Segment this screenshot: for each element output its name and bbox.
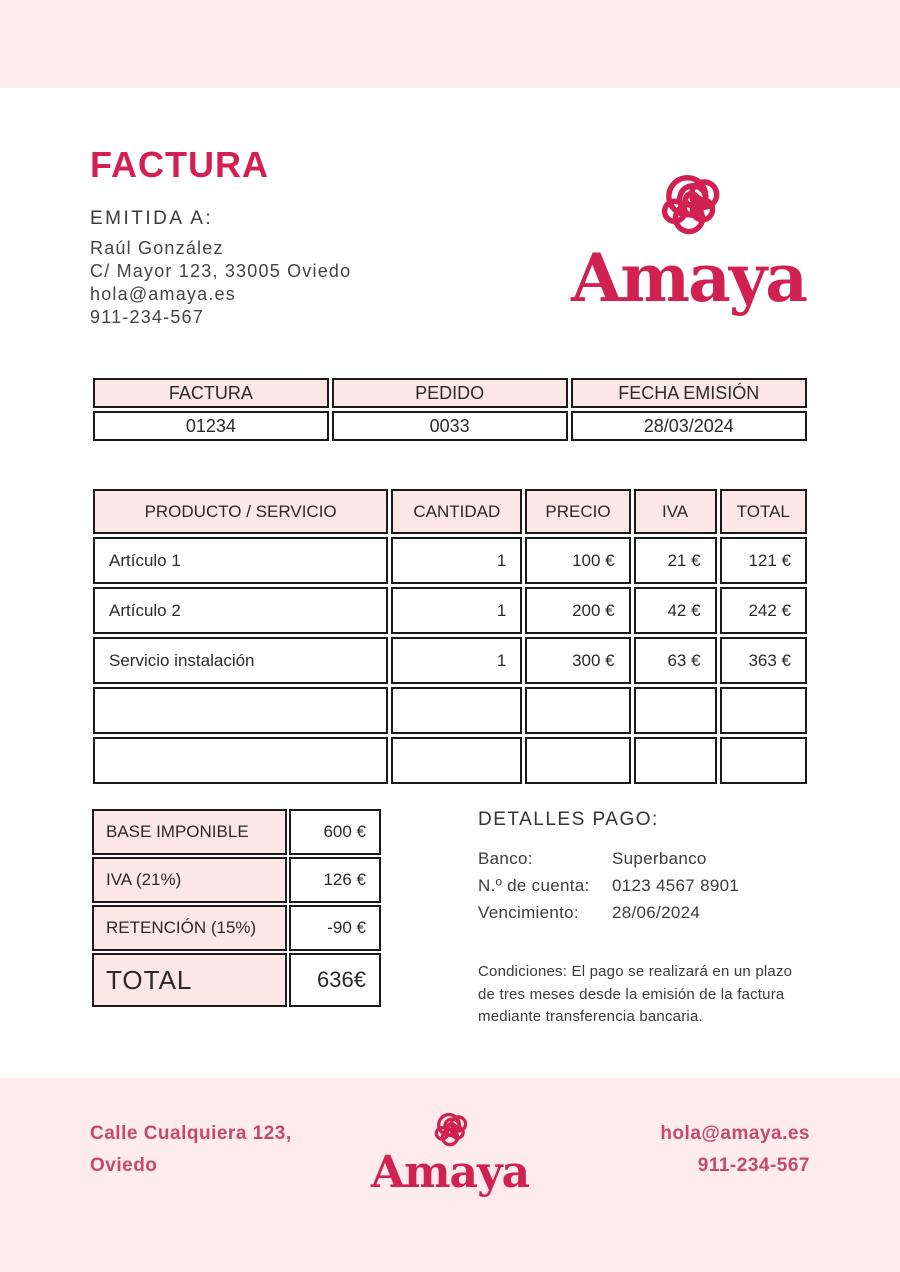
totals-label-retencion: RETENCIÓN (15%) [92,905,287,951]
footer-address [90,1078,320,1272]
item-vat: 21 € [634,537,717,584]
meta-header-factura: FACTURA [93,378,329,408]
totals-table [90,807,383,1009]
items-header-total: TOTAL [720,489,807,534]
meta-value-pedido: 0033 [332,411,568,441]
item-row-empty [93,737,807,784]
item-price: 300 € [525,637,630,684]
totals-row [92,809,381,855]
totals-value-retencion: -90 € [289,905,381,951]
item-vat: 63 € [634,637,717,684]
item-total: 242 € [720,587,807,634]
items-table [90,486,810,787]
payment-label-vencimiento: Vencimiento: [478,903,579,922]
client-name: Raúl González [90,238,224,258]
item-price: 200 € [525,587,630,634]
items-header-producto: PRODUCTO / SERVICIO [93,489,388,534]
brand-logo [571,166,806,329]
item-vat [634,737,717,784]
grand-total-row [92,953,381,1007]
payment-title: DETALLES PAGO: [478,809,659,830]
payment-value-vencimiento: 28/06/2024 [612,903,701,922]
meta-value-fecha: 28/03/2024 [571,411,808,441]
payment-label-cuenta: N.º de cuenta: [478,876,590,895]
item-product: Servicio instalación [93,637,388,684]
item-product: Artículo 2 [93,587,388,634]
totals-label-base: BASE IMPONIBLE [92,809,287,855]
payment-value-banco: Superbanco [612,849,707,868]
meta-value-row [93,411,807,441]
item-price [525,737,630,784]
page-title: FACTURA [90,144,269,185]
footer-email: hola@amaya.es [660,1123,810,1144]
item-row [93,637,807,684]
payment-grid [478,847,810,925]
items-header-iva: IVA [634,489,717,534]
item-row [93,587,807,634]
item-quantity [391,737,522,784]
client-address: C/ Mayor 123, 33005 Oviedo [90,261,352,281]
payment-conditions: Condiciones: El pago se realizará en un plazo de tres meses desde la emisión de la factura mediante transferencia bancaria. [478,963,793,1025]
footer-address-line1: Calle Cualquiera 123, [90,1123,292,1144]
item-total [720,687,807,734]
grand-total-value: 636€ [289,953,381,1007]
footer-phone: 911-234-567 [697,1155,810,1176]
brand-wordmark: Amaya [370,1147,530,1198]
totals-label-iva: IVA (21%) [92,857,287,903]
meta-header-row [93,378,807,408]
item-price: 100 € [525,537,630,584]
item-vat: 42 € [634,587,717,634]
totals-value-base: 600 € [289,809,381,855]
item-vat [634,687,717,734]
invoice-content [0,88,900,1029]
item-total: 121 € [720,537,807,584]
items-header-row [93,489,807,534]
item-quantity: 1 [391,587,522,634]
footer-logo [320,1078,580,1272]
payment-value-cuenta: 0123 4567 8901 [612,876,740,895]
top-accent-bar [0,0,900,88]
item-total [720,737,807,784]
brand-wordmark: Amaya [571,239,806,317]
client-email: hola@amaya.es [90,284,236,304]
totals-row [92,857,381,903]
footer-address-line2: Oviedo [90,1155,158,1176]
meta-value-factura: 01234 [93,411,329,441]
grand-total-label: TOTAL [92,953,287,1007]
header [90,88,810,329]
item-product: Artículo 1 [93,537,388,584]
meta-header-pedido: PEDIDO [332,378,568,408]
item-quantity [391,687,522,734]
footer [0,1078,900,1272]
items-header-precio: PRECIO [525,489,630,534]
item-product [93,737,388,784]
meta-header-fecha: FECHA EMISIÓN [571,378,808,408]
item-row [93,537,807,584]
footer-contact [580,1078,810,1272]
rose-icon [646,166,732,250]
item-quantity: 1 [391,637,522,684]
bottom-section [90,807,810,1029]
item-price [525,687,630,734]
billing-info [90,144,351,329]
issued-to-label: EMITIDA A: [90,208,214,229]
totals-row [92,905,381,951]
invoice-meta-table [90,375,810,444]
item-quantity: 1 [391,537,522,584]
client-phone: 911-234-567 [90,307,204,327]
payment-label-banco: Banco: [478,849,533,868]
payment-details [478,807,810,1029]
item-row-empty [93,687,807,734]
items-header-cantidad: CANTIDAD [391,489,522,534]
item-product [93,687,388,734]
totals-value-iva: 126 € [289,857,381,903]
item-total: 363 € [720,637,807,684]
